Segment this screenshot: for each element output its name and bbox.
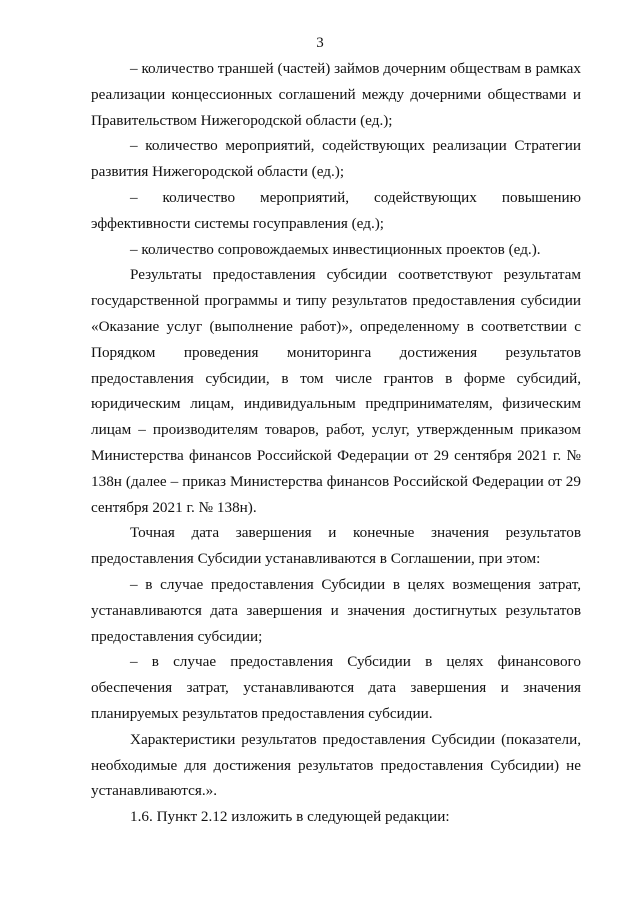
paragraph-investment-projects-count: – количество сопровождаемых инвестиционных проектов (ед.). <box>130 240 541 258</box>
paragraph-completion-date: Точная дата завершения и конечные значения результатов предоставления Субсидии устанавливаются в Соглашении, при этом: <box>91 524 581 568</box>
paragraph-strategy-events-count: – количество мероприятий, содействующих реализации Стратегии развития Нижегородской области (ед.); <box>91 137 581 181</box>
document-body <box>91 56 581 830</box>
paragraph-result-characteristics: Характеристики результатов предоставления Субсидии (показатели, необходимые для достижения результатов предоставления Субсидии) не устанавливаются.». <box>91 730 581 800</box>
paragraph-cost-reimbursement: – в случае предоставления Субсидии в целях возмещения затрат, устанавливаются дата завершения и значения достигнутых результатов предоставления субсидии; <box>91 575 581 645</box>
page-number: 3 <box>316 35 324 51</box>
paragraph-tranches-count: – количество траншей (частей) займов дочерним обществам в рамках реализации концессионных соглашений между дочерними обществами и Правительством Нижегородской области (ед.); <box>91 60 581 129</box>
paragraph-financial-support: – в случае предоставления Субсидии в целях финансового обеспечения затрат, устанавливаются дата завершения и значения планируемых результатов предоставления субсидии. <box>91 653 581 722</box>
paragraph-subsidy-results: Результаты предоставления субсидии соответствуют результатам государственной программы и типу результатов предоставления субсидии «Оказание услуг (выполнение работ)», определенному в соответствии с Порядком проведения мониторинга достижения результатов предоставления субсидии, в том числе грантов в форме субсидий, юридическим лицам, индивидуальным предпринимателям, физическим лицам – производителям товаров, работ, услуг, утвержденным приказом Министерства финансов Российской Федерации от 29 сентября 2021 г. № 138н (далее – приказ Министерства финансов Российской Федерации от 29 сентября 2021 г. № 138н). <box>91 266 581 516</box>
paragraph-governance-events-count: – количество мероприятий, содействующих повышению эффективности системы госуправления (ед.); <box>91 188 581 232</box>
paragraph-clause-amendment: 1.6. Пункт 2.12 изложить в следующей редакции: <box>130 808 450 826</box>
